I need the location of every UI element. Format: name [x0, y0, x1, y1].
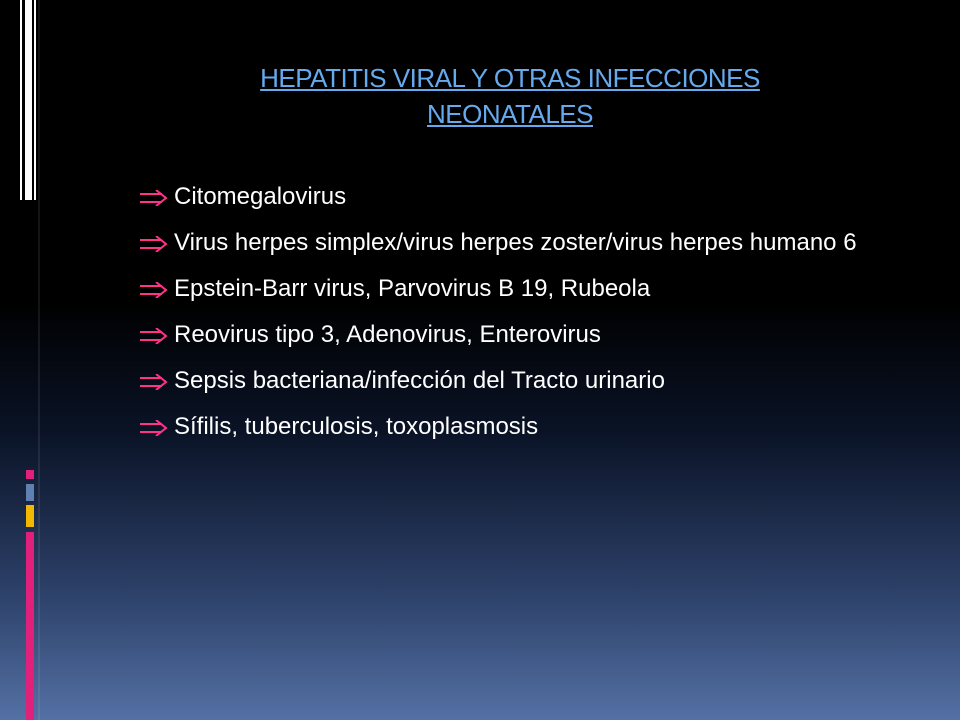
list-item-text: Sífilis, tuberculosis, toxoplasmosis: [174, 413, 539, 440]
decorative-stripes: [0, 0, 40, 720]
double-arrow-right-icon: [138, 420, 170, 436]
list-item-text: Virus herpes simplex/virus herpes zoster/virus herpes humano 6: [174, 229, 857, 256]
double-arrow-right-icon: [138, 328, 170, 344]
list-item-text: Reovirus tipo 3, Adenovirus, Enterovirus: [174, 321, 601, 348]
list-item: [138, 365, 858, 397]
title-line-1: HEPATITIS VIRAL Y OTRAS INFECCIONES: [260, 63, 760, 93]
list-item: [138, 181, 858, 213]
double-arrow-right-icon: [138, 374, 170, 390]
list-item: [138, 227, 858, 259]
double-arrow-right-icon: [138, 190, 170, 206]
title-line-2: NEONATALES: [427, 99, 593, 129]
list-item: [138, 319, 858, 351]
list-item: [138, 273, 858, 305]
list-item-text: Sepsis bacteriana/infección del Tracto urinario: [174, 367, 665, 394]
list-item: [138, 411, 858, 443]
double-arrow-right-icon: [138, 282, 170, 298]
double-arrow-right-icon: [138, 236, 170, 252]
list-item-text: Citomegalovirus: [174, 183, 347, 210]
bullet-list: [138, 181, 858, 457]
list-item-text: Epstein-Barr virus, Parvovirus B 19, Rubeola: [174, 275, 651, 302]
slide-title: [180, 60, 840, 132]
